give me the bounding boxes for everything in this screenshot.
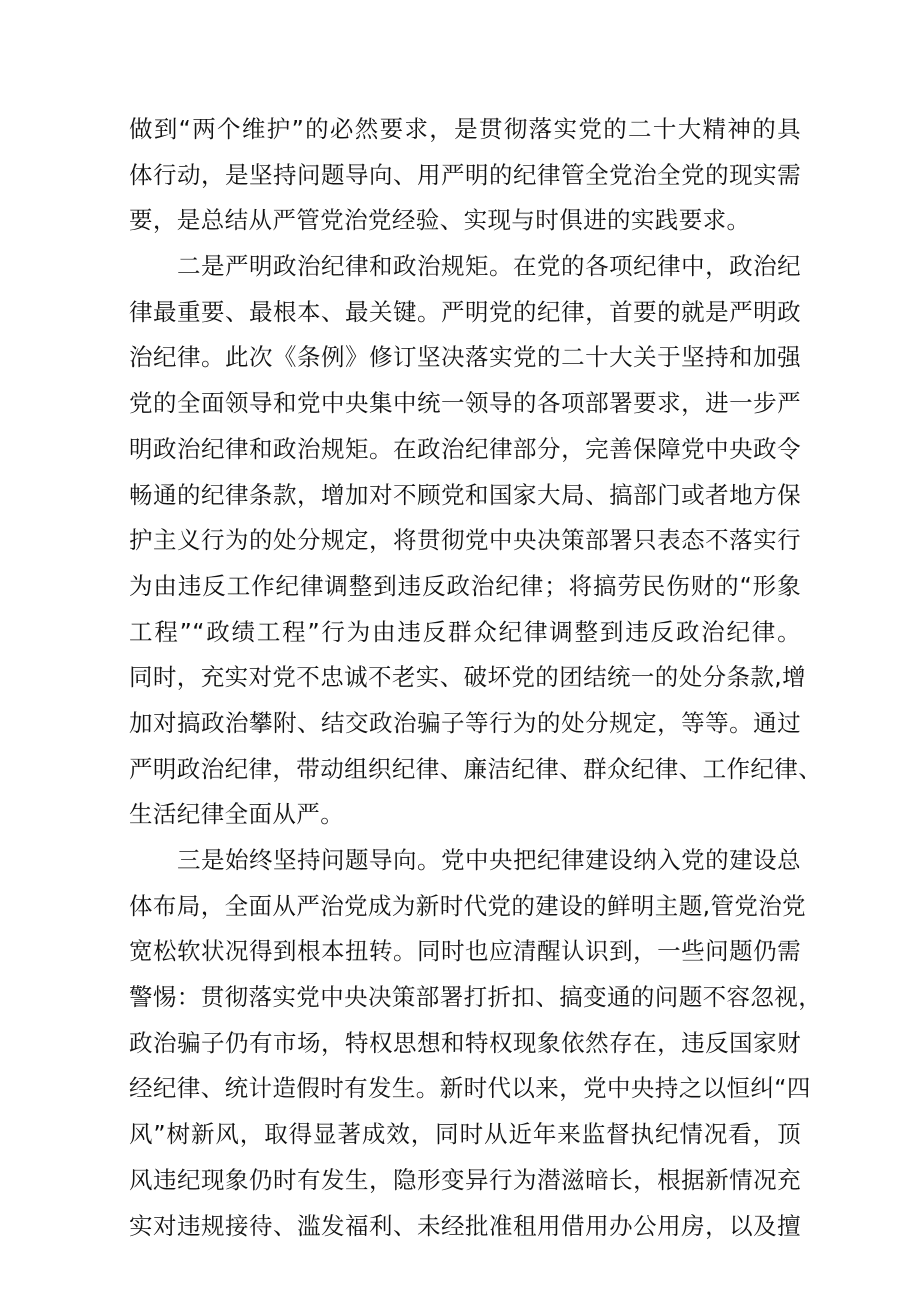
text-line: 畅通的纪律条款，增加对不顾党和国家大局、搞部门或者地方保 [129,480,801,509]
text-line: 生活纪律全面从严。 [129,800,345,829]
text-line: 党的全面领导和党中央集中统一领导的各项部署要求，进一步严 [129,389,801,418]
text-line: 同时，充实对党不忠诚不老实、破坏党的团结统一的处分条款,增 [129,663,807,692]
text-line: 实对违规接待、滥发福利、未经批准租用借用办公用房，以及擅 [129,1211,801,1240]
text-line: 风”树新风，取得显著成效，同时从近年来监督执纪情况看，顶 [129,1120,801,1149]
text-line: 宽松软状况得到根本扭转。同时也应清醒认识到，一些问题仍需 [129,937,801,966]
text-line: 体行动，是坚持问题导向、用严明的纪律管全党治全党的现实需 [129,160,801,189]
paragraph-start-line: 二是严明政治纪律和政治规矩。在党的各项纪律中，政治纪 [177,252,801,281]
text-line: 护主义行为的处分规定，将贯彻党中央决策部署只表态不落实行 [129,526,801,555]
text-line: 工程”“政绩工程”行为由违反群众纪律调整到违反政治纪律。 [129,617,801,646]
text-line: 风违纪现象仍时有发生，隐形变异行为潜滋暗长，根据新情况充 [129,1165,801,1194]
text-line: 经纪律、统计造假时有发生。新时代以来，党中央持之以恒纠“四 [129,1074,811,1103]
text-line: 警惕：贯彻落实党中央决策部署打折扣、搞变通的问题不容忽视， [129,983,823,1012]
text-line: 政治骗子仍有市场，特权思想和特权现象依然存在，违反国家财 [129,1028,801,1057]
text-line: 律最重要、最根本、最关键。严明党的纪律，首要的就是严明政 [129,297,801,326]
text-line: 为由违反工作纪律调整到违反政治纪律；将搞劳民伤财的“形象 [129,571,801,600]
text-line: 明政治纪律和政治规矩。在政治纪律部分，完善保障党中央政令 [129,434,801,463]
document-body-text [129,107,823,1249]
text-line: 加对搞政治攀附、结交政治骗子等行为的处分规定，等等。通过 [129,708,801,737]
text-line: 严明政治纪律，带动组织纪律、廉洁纪律、群众纪律、工作纪律、 [129,754,823,783]
paragraph-start-line: 三是始终坚持问题导向。党中央把纪律建设纳入党的建设总 [177,846,801,874]
text-line: 要，是总结从严管党治党经验、实现与时俱进的实践要求。 [129,206,751,235]
text-line: 治纪律。此次《条例》修订坚决落实党的二十大关于坚持和加强 [129,343,801,372]
text-line: 体布局，全面从严治党成为新时代党的建设的鲜明主题,管党治党 [129,891,807,920]
text-line: 做到“两个维护”的必然要求，是贯彻落实党的二十大精神的具 [129,115,801,143]
